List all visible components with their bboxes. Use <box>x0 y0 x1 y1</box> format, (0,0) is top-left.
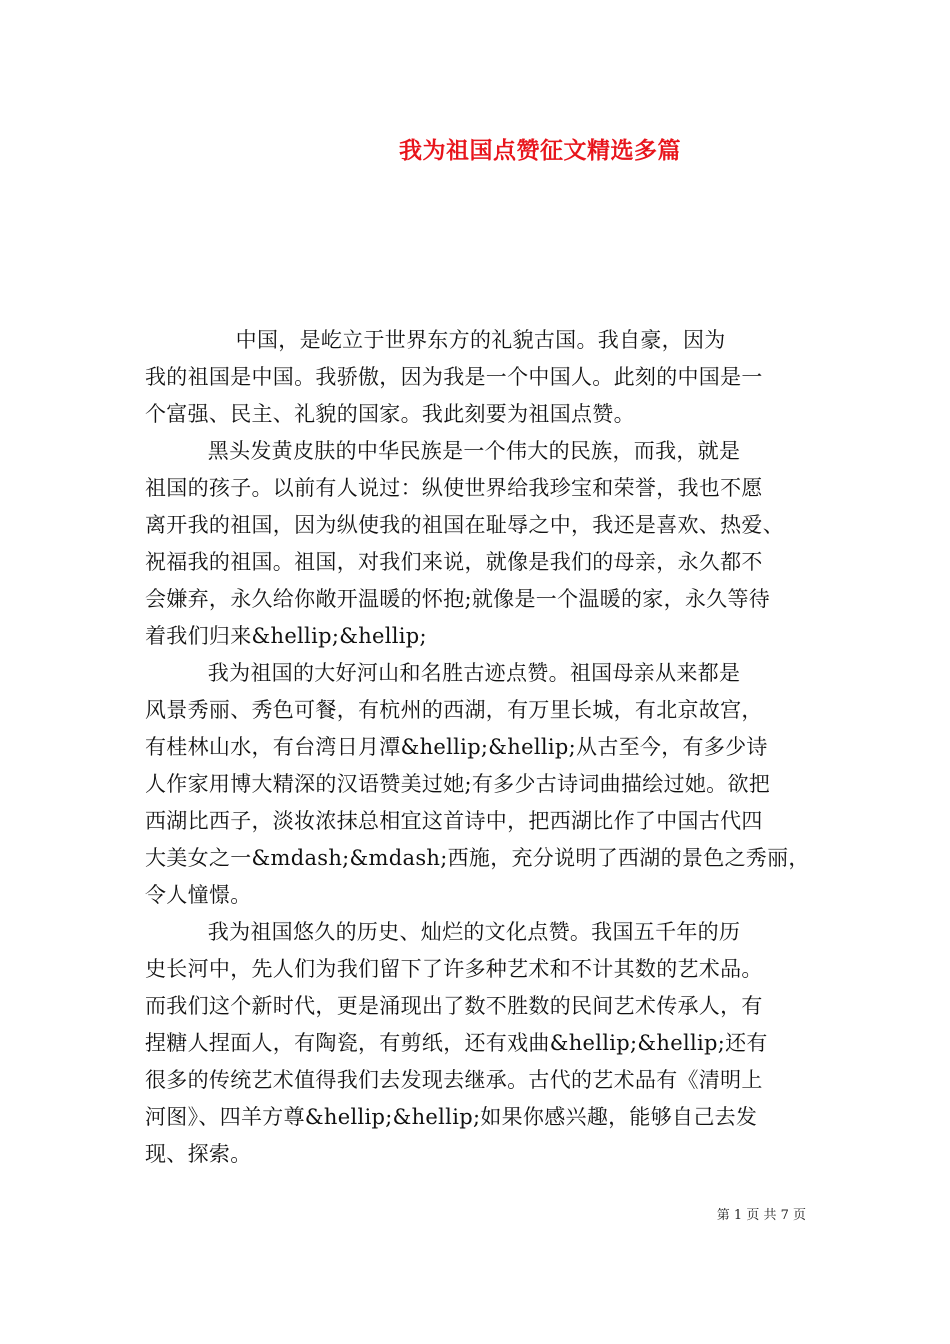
body-line: 我的祖国是中国。我骄傲，因为我是一个中国人。此刻的中国是一 <box>145 365 763 389</box>
body-line: 我为祖国的大好河山和名胜古迹点赞。祖国母亲从来都是 <box>145 661 741 685</box>
body-line: 大美女之一&mdash;&mdash;西施，充分说明了西湖的景色之秀丽， <box>145 846 810 870</box>
body-line: 着我们归来&hellip;&hellip; <box>145 624 427 648</box>
document-body <box>145 322 825 1173</box>
body-line: 很多的传统艺术值得我们去发现去继承。古代的艺术品有《清明上 <box>145 1068 763 1092</box>
body-line: 黑头发黄皮肤的中华民族是一个伟大的民族，而我，就是 <box>145 439 741 463</box>
body-line: 史长河中，先人们为我们留下了许多种艺术和不计其数的艺术品。 <box>145 957 763 981</box>
body-line: 我为祖国悠久的历史、灿烂的文化点赞。我国五千年的历 <box>145 920 741 944</box>
body-line: 人作家用博大精深的汉语赞美过她;有多少古诗词曲描绘过她。欲把 <box>145 772 771 796</box>
document-title: 我为祖国点赞征文精选多篇 <box>399 137 681 164</box>
body-line: 中国，是屹立于世界东方的礼貌古国。我自豪，因为 <box>145 328 726 352</box>
body-line: 会嫌弃，永久给你敞开温暖的怀抱;就像是一个温暖的家，永久等待 <box>145 587 771 611</box>
body-line: 而我们这个新时代，更是涌现出了数不胜数的民间艺术传承人，有 <box>145 994 763 1018</box>
body-line: 祝福我的祖国。祖国，对我们来说，就像是我们的母亲，永久都不 <box>145 550 763 574</box>
body-line: 祖国的孩子。以前有人说过：纵使世界给我珍宝和荣誉，我也不愿 <box>145 476 763 500</box>
body-line: 风景秀丽、秀色可餐，有杭州的西湖，有万里长城，有北京故宫， <box>145 698 763 722</box>
body-line: 个富强、民主、礼貌的国家。我此刻要为祖国点赞。 <box>145 402 635 426</box>
body-line: 离开我的祖国，因为纵使我的祖国在耻辱之中，我还是喜欢、热爱、 <box>145 513 784 537</box>
body-line: 有桂林山水，有台湾日月潭&hellip;&hellip;从古至今，有多少诗 <box>145 735 768 759</box>
body-line: 河图》、四羊方尊&hellip;&hellip;如果你感兴趣，能够自己去发 <box>145 1105 758 1129</box>
body-line: 捏糖人捏面人，有陶瓷，有剪纸，还有戏曲&hellip;&hellip;还有 <box>145 1031 768 1055</box>
body-line: 西湖比西子，淡妆浓抹总相宜这首诗中，把西湖比作了中国古代四 <box>145 809 763 833</box>
body-line: 现、探索。 <box>145 1142 252 1166</box>
body-line: 令人憧憬。 <box>145 883 252 907</box>
page-footer: 第 1 页 共 7 页 <box>716 1208 806 1223</box>
